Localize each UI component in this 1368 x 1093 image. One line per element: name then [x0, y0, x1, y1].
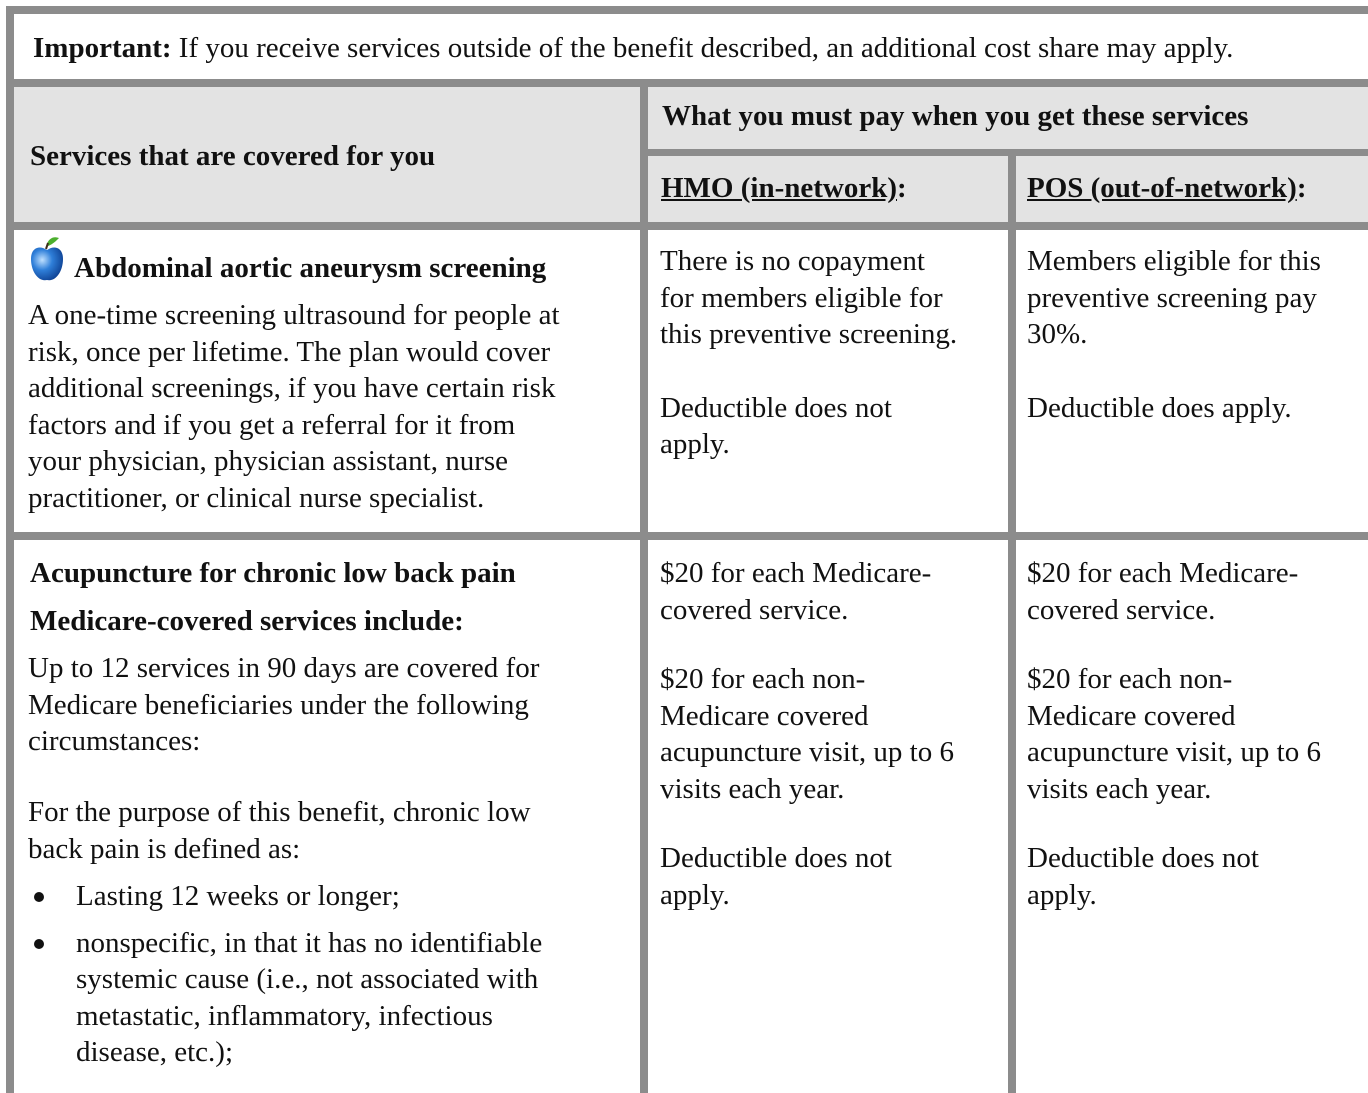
row-1-description-line: additional screenings, if you have certain risk — [28, 372, 556, 404]
header-pos-label: POS (out-of-network) — [1027, 172, 1297, 204]
row-2-bullet-line: Lasting 12 weeks or longer; — [76, 880, 400, 912]
header-services: Services that are covered for you — [30, 140, 436, 172]
row-2-hmo-line: $20 for each non- — [660, 663, 866, 695]
row-2-paragraph-line: Up to 12 services in 90 days are covered for — [28, 652, 540, 684]
row-2-pos-line: Medicare covered — [1027, 699, 1236, 732]
row-2-title: Acupuncture for chronic low back pain — [30, 557, 516, 589]
row-2-bullet-line: systemic cause (i.e., not associated with — [76, 963, 539, 995]
row-1-description-line: your physician, physician assistant, nurse — [28, 445, 509, 477]
border-column-1 — [640, 79, 648, 1093]
row-2-pos-line: $20 for each non- — [1027, 663, 1233, 695]
border-below-important — [6, 79, 1368, 87]
row-1-title: Abdominal aortic aneurysm screening — [74, 252, 547, 284]
row-2-hmo-line: Medicare covered — [660, 699, 869, 732]
row-2-pos-line: covered service. — [1027, 593, 1216, 626]
row-1-pos-line: Deductible does apply. — [1027, 391, 1292, 424]
row-1-hmo-line: apply. — [660, 428, 730, 460]
row-1-hmo-line: for members eligible for — [660, 281, 943, 314]
row-2-pos-line: apply. — [1027, 878, 1097, 911]
border-left — [6, 6, 14, 1093]
row-1-description-line: factors and if you get a referral for it from — [28, 408, 516, 441]
border-column-2 — [1008, 149, 1016, 1093]
row-2-hmo-line: Deductible does not — [660, 842, 892, 874]
row-2-bullet-line: disease, etc.); — [76, 1036, 234, 1068]
row-2-bullet-line: metastatic, inflammatory, infectious — [76, 999, 493, 1032]
border-top — [6, 6, 1368, 14]
row-2-pos-line: Deductible does not — [1027, 842, 1259, 874]
row-1-hmo-line: this preventive screening. — [660, 318, 958, 350]
bullet-icon — [34, 939, 44, 949]
row-2-paragraph-line: circumstances: — [28, 725, 201, 757]
row-1-pos-line: preventive screening pay — [1027, 281, 1317, 314]
row-1-hmo-line: There is no copayment — [660, 245, 925, 277]
row-2-pos-line: acupuncture visit, up to 6 — [1027, 736, 1321, 768]
row-2-paragraph-line: For the purpose of this benefit, chronic low — [28, 796, 531, 828]
row-2-bullet-line: nonspecific, in that it has no identifiable — [76, 926, 543, 959]
border-below-row-1 — [6, 532, 1368, 540]
row-2-pos-line: visits each year. — [1027, 772, 1212, 805]
header-pos-colon: : — [1296, 172, 1307, 204]
border-below-header — [6, 222, 1368, 230]
apple-icon — [28, 236, 66, 284]
row-1-pos-line: 30%. — [1027, 318, 1088, 350]
header-hmo-colon: : — [897, 172, 907, 204]
bullet-icon — [34, 892, 44, 902]
important-label: Important: — [33, 32, 172, 64]
row-1-description-line: risk, once per lifetime. The plan would cover — [28, 335, 551, 368]
header-hmo — [661, 170, 907, 207]
row-2-hmo-line: visits each year. — [660, 772, 845, 805]
row-2-subtitle: Medicare-covered services include: — [30, 605, 464, 637]
row-2-hmo-line: $20 for each Medicare- — [660, 557, 932, 589]
row-1-pos-line: Members eligible for this — [1027, 245, 1321, 277]
important-text: If you receive services outside of the benefit described, an additional cost share may apply. — [171, 32, 1234, 64]
row-2-hmo-line: covered service. — [660, 593, 849, 626]
row-2-paragraph-line: Medicare beneficiaries under the following — [28, 688, 529, 721]
row-2-paragraph-line: back pain is defined as: — [28, 832, 301, 865]
row-2-pos-line: $20 for each Medicare- — [1027, 557, 1299, 589]
header-hmo-label: HMO (in-network) — [661, 172, 897, 204]
header-pay: What you must pay when you get these services — [662, 100, 1249, 132]
important-note — [33, 30, 1233, 67]
row-2-hmo-line: apply. — [660, 878, 730, 911]
row-2-hmo-line: acupuncture visit, up to 6 — [660, 736, 954, 768]
header-pos — [1027, 170, 1307, 207]
row-1-description-line: A one-time screening ultrasound for people at — [28, 299, 560, 331]
row-1-hmo-line: Deductible does not — [660, 391, 892, 424]
border-below-pay-header — [640, 149, 1368, 156]
row-1-description-line: practitioner, or clinical nurse specialist. — [28, 481, 485, 514]
